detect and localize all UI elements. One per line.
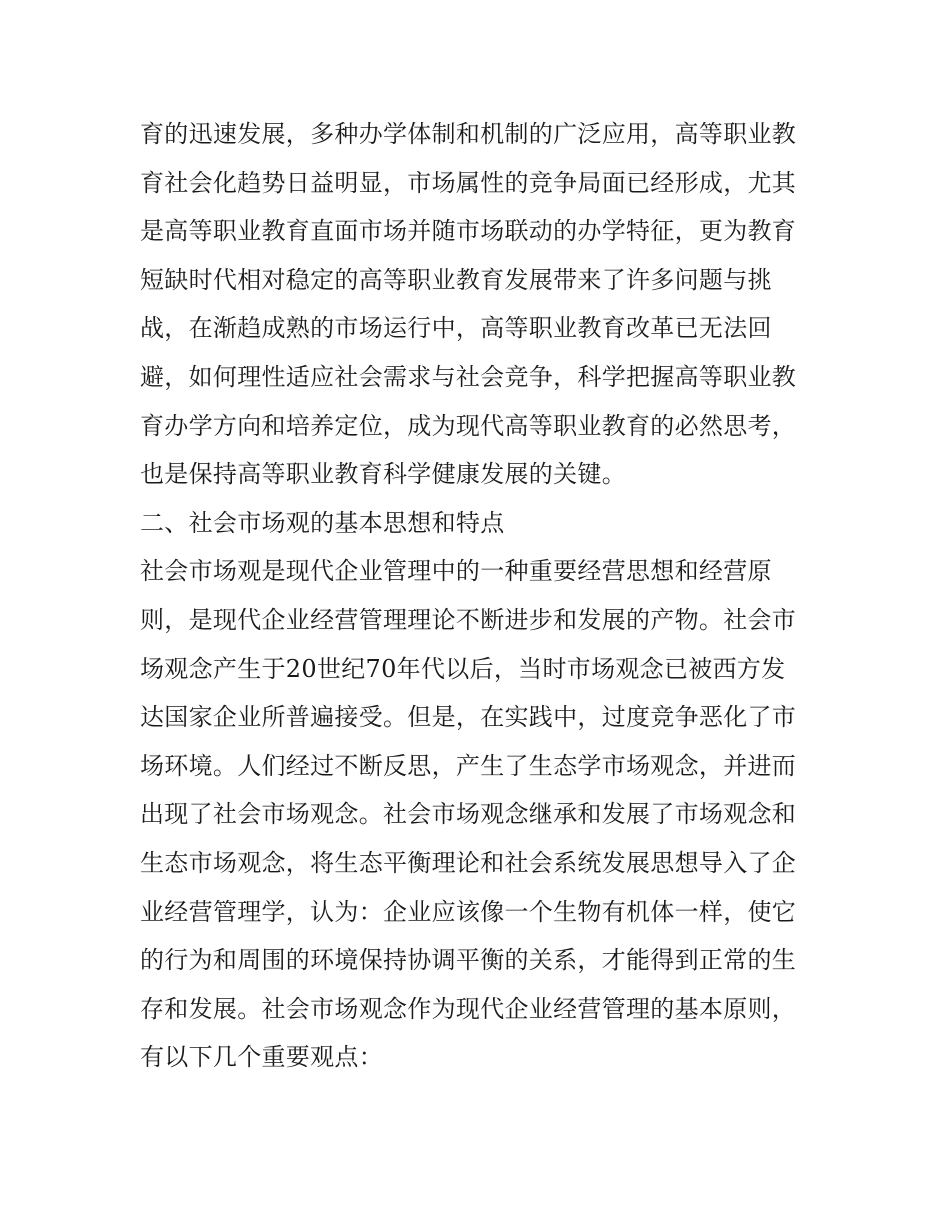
paragraph-line: 存和发展。社会市场观念作为现代企业经营管理的基本原则， <box>140 994 797 1023</box>
paragraph-line: 也是保持高等职业教育科学健康发展的关键。 <box>140 460 626 489</box>
paragraph-line: 避，如何理性适应社会需求与社会竞争，科学把握高等职业教 <box>140 362 797 391</box>
paragraph-line: 战，在渐趋成熟的市场运行中，高等职业教育改革已无法回 <box>140 314 772 343</box>
paragraph-line: 育社会化趋势日益明显，市场属性的竞争局面已经形成，尤其 <box>140 168 797 197</box>
paragraph-line: 达国家企业所普遍接受。但是，在实践中，过度竞争恶化了市 <box>140 703 797 732</box>
paragraph-line: 业经营管理学，认为：企业应该像一个生物有机体一样，使它 <box>140 897 797 926</box>
paragraph-line: 生态市场观念，将生态平衡理论和社会系统发展思想导入了企 <box>140 848 797 877</box>
paragraph-line: 育办学方向和培养定位，成为现代高等职业教育的必然思考， <box>140 411 797 440</box>
paragraph-line: 的行为和周围的环境保持协调平衡的关系，才能得到正常的生 <box>140 946 797 975</box>
paragraph-line: 场环境。人们经过不断反思，产生了生态学市场观念，并进而 <box>140 751 797 780</box>
section-heading: 二、社会市场观的基本思想和特点 <box>140 508 505 537</box>
paragraph-line: 是高等职业教育直面市场并随市场联动的办学特征，更为教育 <box>140 217 797 246</box>
paragraph-line: 短缺时代相对稳定的高等职业教育发展带来了许多问题与挑 <box>140 265 772 294</box>
paragraph-line: 社会市场观是现代企业管理中的一种重要经营思想和经营原 <box>140 557 772 586</box>
paragraph-line: 育的迅速发展，多种办学体制和机制的广泛应用，高等职业教 <box>140 120 797 148</box>
paragraph-line: 则，是现代企业经营管理理论不断进步和发展的产物。社会市 <box>140 605 797 634</box>
paragraph-line: 出现了社会市场观念。社会市场观念继承和发展了市场观念和 <box>140 800 797 829</box>
paragraph-line: 有以下几个重要观点： <box>140 1043 383 1072</box>
paragraph-line: 场观念产生于20世纪70年代以后，当时市场观念已被西方发 <box>140 654 786 683</box>
document-body <box>140 110 820 1082</box>
